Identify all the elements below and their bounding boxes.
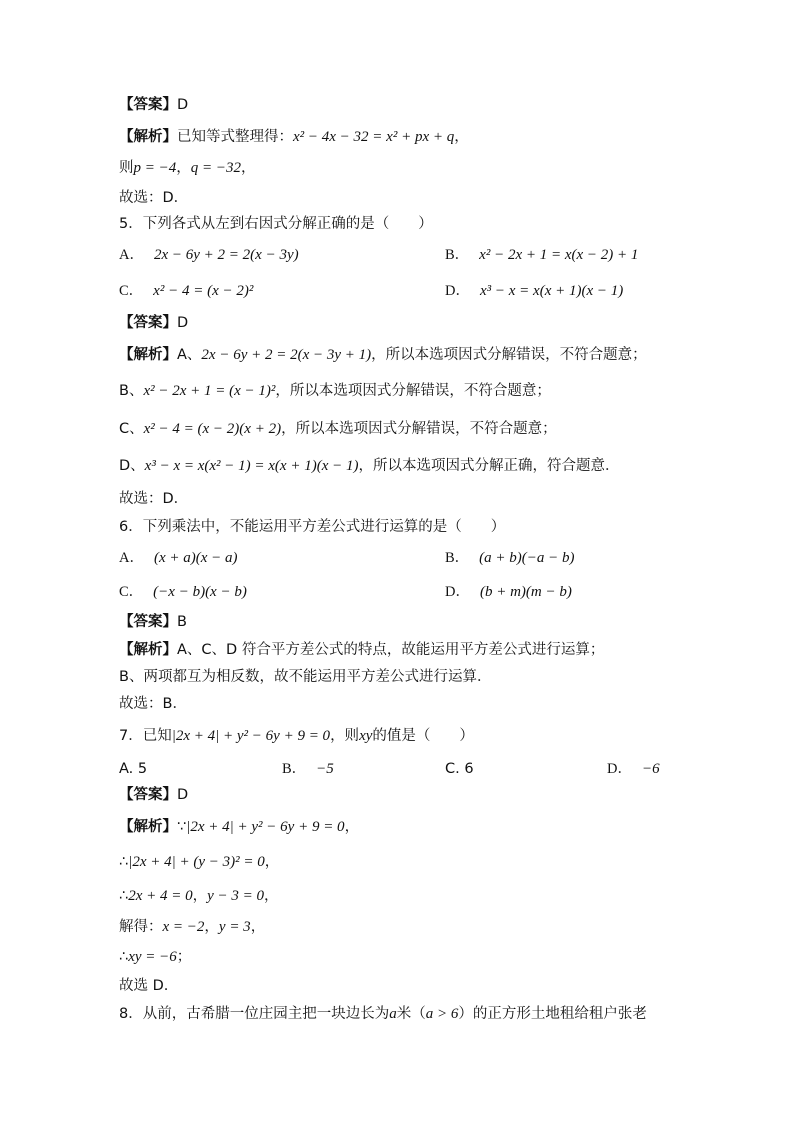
- conclusion-line: 故选：D．: [119, 190, 189, 206]
- question-6-stem: 6．下列乘法中，不能运用平方差公式进行运算的是（ ）: [119, 519, 506, 535]
- q5-option-c: C． x² − 4 = (x − 2)²: [119, 283, 254, 299]
- q5-conclusion: 故选：D．: [119, 491, 189, 507]
- q6-option-d: D． (b + m)(m − b): [445, 584, 572, 600]
- q7-answer: 【答案】D: [119, 787, 189, 803]
- q7-analysis-5: ∴xy = −6；: [119, 949, 192, 965]
- q6-answer: 【答案】B: [119, 614, 187, 630]
- q6-analysis-1: 【解析】A、C、D 符合平方差公式的特点，故能运用平方差公式进行运算；: [119, 642, 605, 658]
- q5-option-d: D． x³ − x = x(x + 1)(x − 1): [445, 283, 624, 299]
- q5-analysis-b: B、x² − 2x + 1 = (x − 1)²，所以本选项因式分解错误，不符合题意；: [119, 383, 551, 399]
- analysis-line: 则p = −4，q = −32，: [119, 160, 256, 176]
- analysis-line: 【解析】已知等式整理得：x² − 4x − 32 = x² + px + q，: [119, 129, 469, 145]
- q7-analysis-4: 解得：x = −2，y = 3，: [119, 919, 266, 935]
- question-7-stem: 7．已知|2x + 4| + y² − 6y + 9 = 0，则xy的值是（ ）: [119, 728, 474, 744]
- q5-analysis-d: D、x³ − x = x(x² − 1) = x(x + 1)(x − 1)，所以本选项因式分解正确，符合题意．: [119, 458, 620, 474]
- answer-line: 【答案】D: [119, 97, 189, 113]
- q7-analysis-2: ∴|2x + 4| + (y − 3)² = 0，: [119, 854, 280, 870]
- q6-option-c: C． (−x − b)(x − b): [119, 584, 247, 600]
- q5-option-b: B． x² − 2x + 1 = x(x − 2) + 1: [445, 247, 639, 263]
- question-8-stem: 8．从前，古希腊一位庄园主把一块边长为a米（a > 6）的正方形土地租给租户张老: [119, 1006, 647, 1022]
- q7-analysis-3: ∴2x + 4 = 0，y − 3 = 0，: [119, 888, 279, 904]
- q5-answer: 【答案】D: [119, 315, 189, 331]
- q5-analysis-a: 【解析】A、2x − 6y + 2 = 2(x − 3y + 1)，所以本选项因式分解错误，不符合题意；: [119, 347, 647, 363]
- q6-analysis-2: B、两项都互为相反数，故不能运用平方差公式进行运算．: [119, 669, 492, 685]
- q7-analysis-1: 【解析】∵|2x + 4| + y² − 6y + 9 = 0，: [119, 819, 360, 835]
- q5-option-a: A． 2x − 6y + 2 = 2(x − 3y): [119, 247, 299, 263]
- q7-option-d: D． −6: [607, 761, 660, 777]
- q6-conclusion: 故选：B．: [119, 696, 187, 712]
- q7-option-a: A. 5: [119, 761, 148, 777]
- question-5-stem: 5．下列各式从左到右因式分解正确的是（ ）: [119, 216, 433, 232]
- q6-option-a: A． (x + a)(x − a): [119, 550, 238, 566]
- q7-option-c: C. 6: [445, 761, 474, 777]
- q7-conclusion: 故选 D.: [119, 978, 169, 994]
- q6-option-b: B． (a + b)(−a − b): [445, 550, 575, 566]
- q5-analysis-c: C、x² − 4 = (x − 2)(x + 2)，所以本选项因式分解错误，不符合题意；: [119, 421, 557, 437]
- q7-option-b: B． −5: [282, 761, 334, 777]
